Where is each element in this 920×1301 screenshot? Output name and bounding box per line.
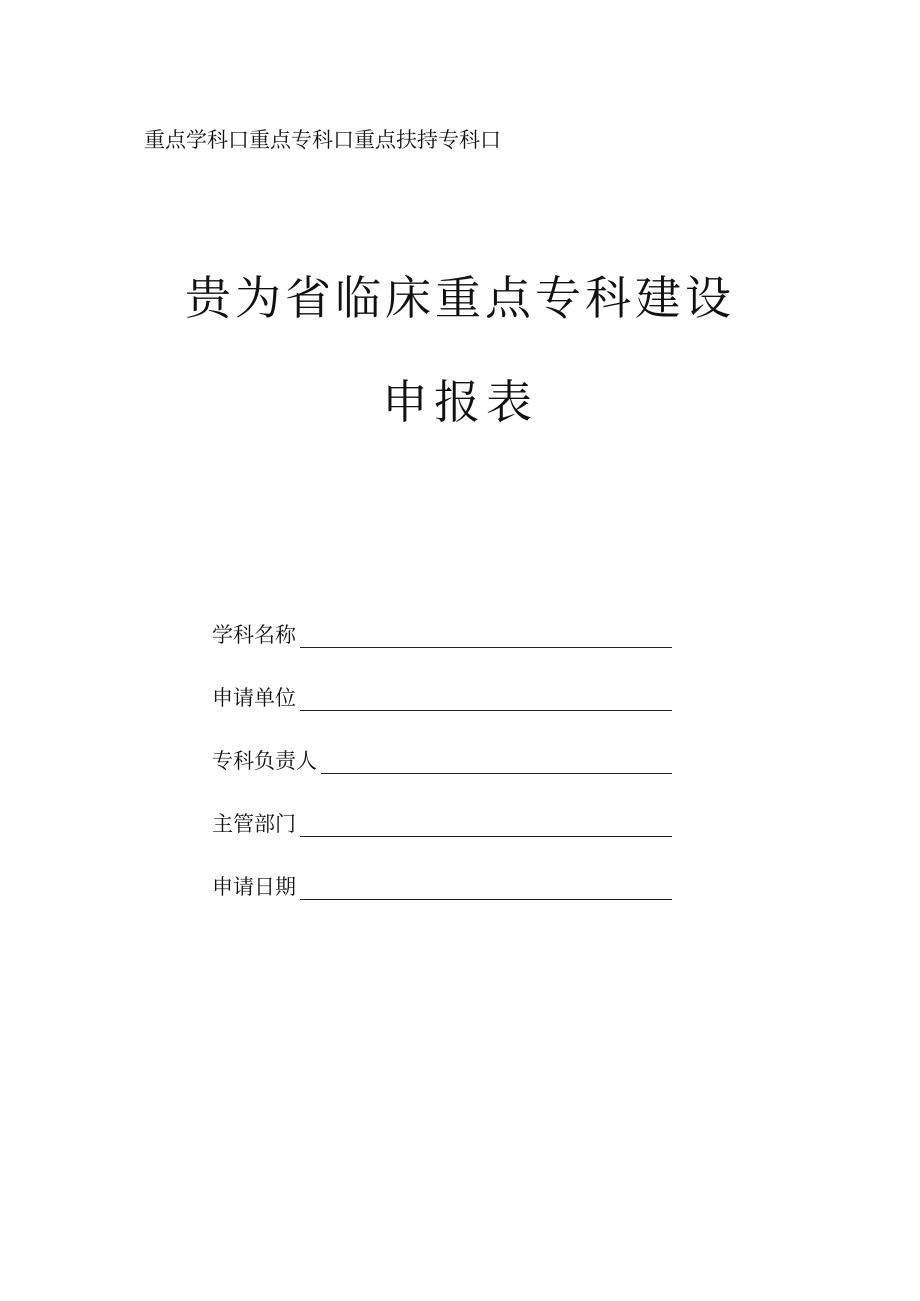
category-checkline: 重点学科口重点专科口重点扶持专科口: [144, 128, 501, 152]
subject-name-label: 学科名称: [212, 623, 296, 647]
document-title: 贵为省临床重点专科建设: [185, 271, 735, 325]
applicant-unit-label: 申请单位: [212, 686, 296, 710]
document-subtitle: 申报表: [382, 375, 538, 429]
supervising-dept-label: 主管部门: [212, 812, 296, 836]
form-row-subject-name: [212, 612, 672, 648]
applicant-unit-field[interactable]: [300, 685, 672, 711]
supervising-dept-field[interactable]: [300, 811, 672, 837]
specialty-lead-label: 专科负责人: [212, 749, 317, 773]
subject-name-field[interactable]: [300, 622, 672, 648]
form-row-supervising-dept: [212, 801, 672, 837]
form-row-applicant-unit: [212, 675, 672, 711]
form-row-specialty-lead: [212, 738, 672, 774]
application-form: [212, 612, 672, 927]
application-date-label: 申请日期: [212, 875, 296, 899]
form-row-application-date: [212, 864, 672, 900]
specialty-lead-field[interactable]: [321, 748, 672, 774]
application-date-field[interactable]: [300, 874, 672, 900]
